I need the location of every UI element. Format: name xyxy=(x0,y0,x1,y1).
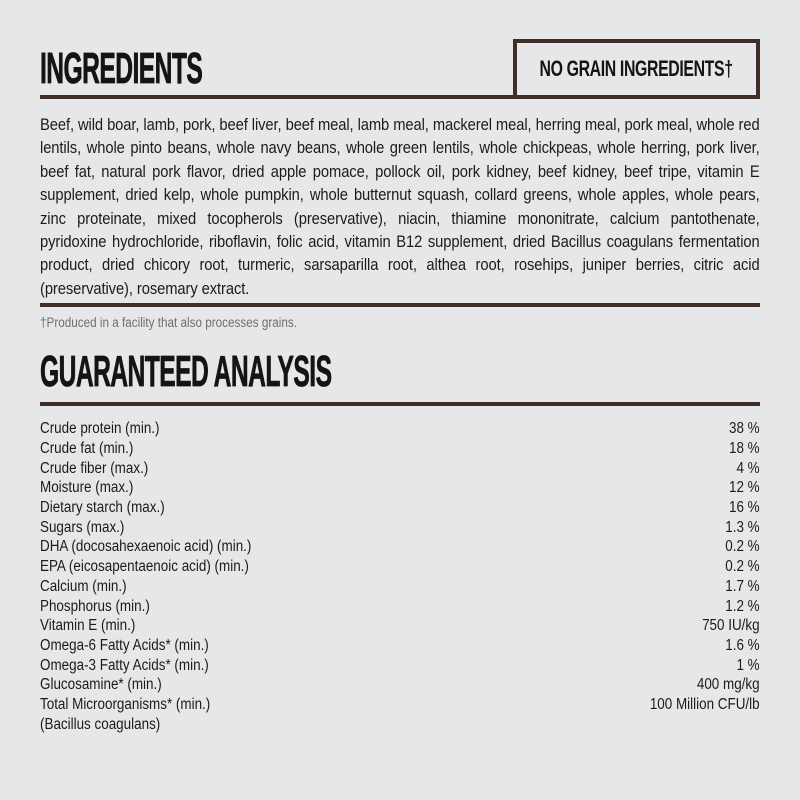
analysis-row xyxy=(40,439,760,459)
ingredients-paragraph: Beef, wild boar, lamb, pork, beef liver, beef meal, lamb meal, mackerel meal, herring meal, pork meal, whole red lentils, whole pinto beans, whole navy beans, whole green lentils, whole chickpeas, whole herring, pork liver, beef fat, natural pork flavor, dried apple pomace, pollock oil, pork kidney, beef kidney, beef tripe, vitamin E supplement, dried kelp, whole pumpkin, whole butternut squash, collard greens, whole apples, whole pears, zinc proteinate, mixed tocopherols (preservative), niacin, thiamine mononitrate, calcium pantothenate, pyridoxine hydrochloride, riboflavin, folic acid, vitamin B12 supplement, dried Bacillus coagulans fermentation product, dried chicory root, turmeric, sarsaparilla root, althea root, rosehips, juniper berries, citric acid (preservative), rosemary extract. xyxy=(40,115,760,298)
analysis-row-value: 1.6 % xyxy=(725,636,760,654)
analysis-row-label: Total Microorganisms* (min.) xyxy=(40,696,211,714)
ingredients-title: INGREDIENTS xyxy=(40,44,203,93)
analysis-row-label: Crude protein (min.) xyxy=(40,420,160,438)
analysis-row-label: Phosphorus (min.) xyxy=(40,597,150,615)
analysis-row-label: Sugars (max.) xyxy=(40,518,125,536)
analysis-row xyxy=(40,577,760,597)
analysis-title: GUARANTEED ANALYSIS xyxy=(40,347,332,397)
analysis-row xyxy=(40,616,760,636)
analysis-row-value: 100 Million CFU/lb xyxy=(649,696,760,714)
analysis-row-value: 0.2 % xyxy=(725,558,760,576)
analysis-row-value: 38 % xyxy=(728,420,760,438)
ingredients-title-rule xyxy=(40,39,513,99)
analysis-row xyxy=(40,695,760,715)
analysis-row-value: 400 mg/kg xyxy=(696,676,760,694)
ingredients-bottom-rule xyxy=(40,303,760,307)
analysis-row xyxy=(40,656,760,676)
analysis-row-value: 18 % xyxy=(728,439,760,457)
analysis-row xyxy=(40,675,760,695)
ingredients-header xyxy=(40,39,760,99)
analysis-row xyxy=(40,498,760,518)
no-grain-badge xyxy=(513,39,760,99)
analysis-row-label: Crude fiber (max.) xyxy=(40,459,149,477)
analysis-header xyxy=(40,347,760,406)
analysis-row-label: DHA (docosahexaenoic acid) (min.) xyxy=(40,538,252,556)
analysis-table xyxy=(40,419,760,734)
analysis-row-value: 1.3 % xyxy=(725,518,760,536)
analysis-row xyxy=(40,478,760,498)
analysis-row-value: 1 % xyxy=(736,656,760,674)
analysis-row-label: Omega-6 Fatty Acids* (min.) xyxy=(40,636,209,654)
analysis-row xyxy=(40,459,760,479)
analysis-row-value: 750 IU/kg xyxy=(702,617,760,635)
analysis-row xyxy=(40,557,760,577)
analysis-row xyxy=(40,597,760,617)
analysis-row-value: 1.2 % xyxy=(725,597,760,615)
analysis-row-value: 16 % xyxy=(728,499,760,517)
analysis-row-label: Glucosamine* (min.) xyxy=(40,676,162,694)
analysis-row-value: 1.7 % xyxy=(725,577,760,595)
analysis-row xyxy=(40,419,760,439)
analysis-row-label: Calcium (min.) xyxy=(40,577,127,595)
analysis-row xyxy=(40,636,760,656)
analysis-row-value: 0.2 % xyxy=(725,538,760,556)
analysis-row-label: Crude fat (min.) xyxy=(40,439,134,457)
analysis-row-label: (Bacillus coagulans) xyxy=(40,715,161,733)
grain-facility-footnote: †Produced in a facility that also processes grains. xyxy=(40,315,297,331)
analysis-row-label: Omega-3 Fatty Acids* (min.) xyxy=(40,656,209,674)
analysis-row-label: Moisture (max.) xyxy=(40,479,134,497)
analysis-row-label: EPA (eicosapentaenoic acid) (min.) xyxy=(40,558,249,576)
analysis-row xyxy=(40,518,760,538)
analysis-row-value: 12 % xyxy=(728,479,760,497)
analysis-row xyxy=(40,537,760,557)
no-grain-badge-label: NO GRAIN INGREDIENTS† xyxy=(539,56,734,81)
analysis-row-label: Dietary starch (max.) xyxy=(40,499,165,517)
analysis-row xyxy=(40,715,760,735)
analysis-row-value: 4 % xyxy=(736,459,760,477)
analysis-row-label: Vitamin E (min.) xyxy=(40,617,136,635)
